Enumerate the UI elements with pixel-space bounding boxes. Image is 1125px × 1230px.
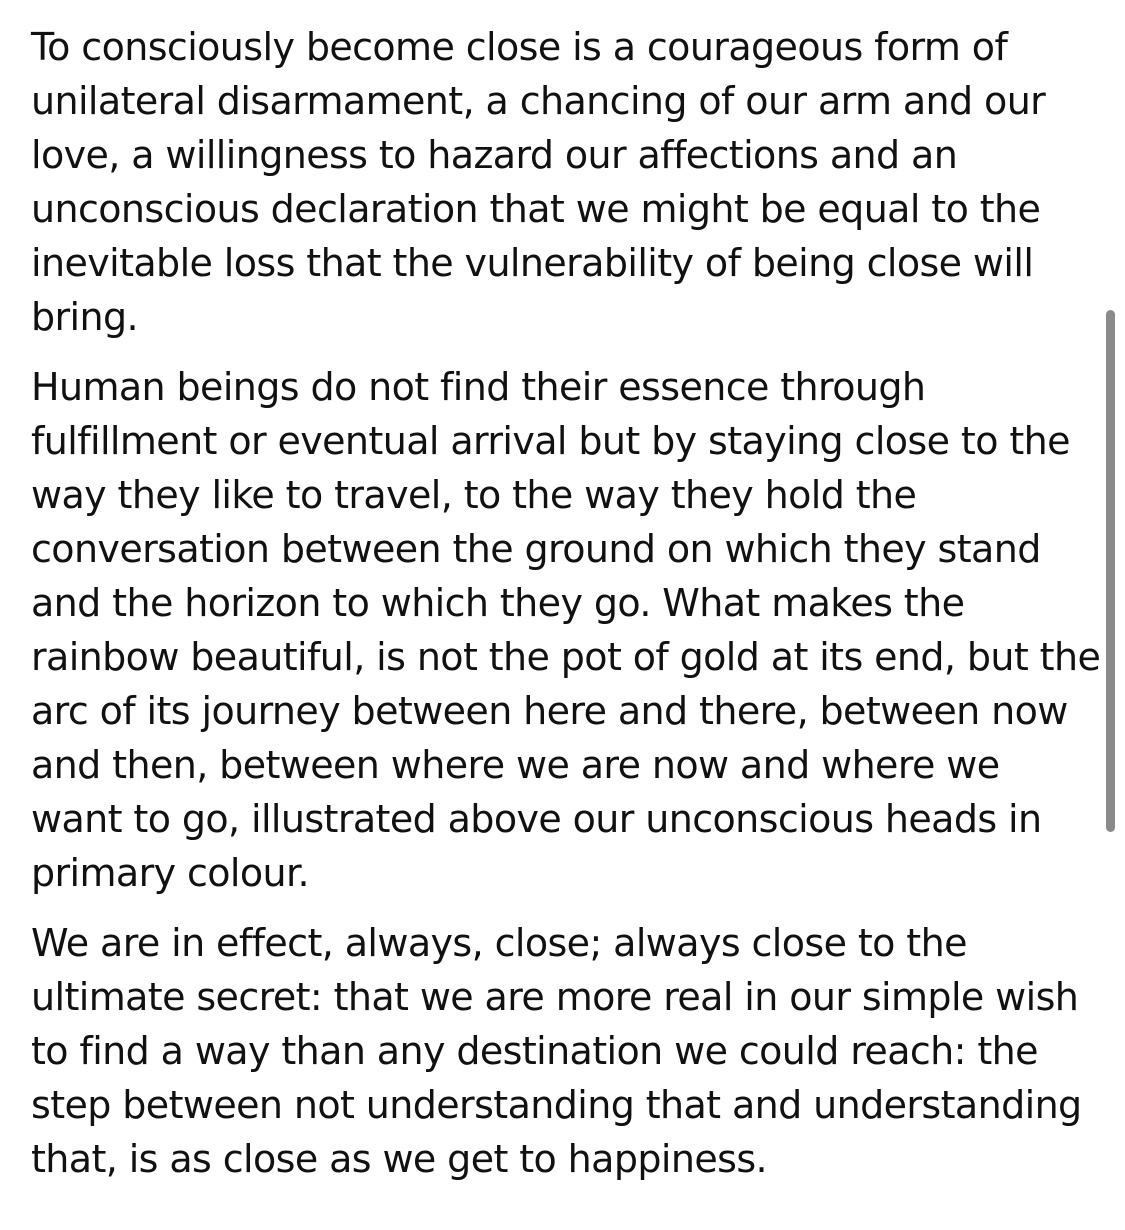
vertical-scrollbar[interactable]: [1106, 310, 1115, 832]
scrollbar-thumb[interactable]: [1106, 310, 1115, 832]
paragraph-1: To consciously become close is a courageous form of unilateral disarmament, a chancing of our arm and our love, a willingness to hazard our affections and an unconscious declaration that we might be equal to the inevitable loss that the vulnerability of being close will bring.: [31, 25, 1046, 339]
paragraph-2: Human beings do not find their essence through fulfillment or eventual arrival but by staying close to the way they like to travel, to the way they hold the conversation between the ground on which they stand and the horizon to which they go. What makes the rainbow beautiful, is not the pot of gold at its end, but the arc of its journey between here and there, between now and then, between where we are now and where we want to go, illustrated above our unconscious heads in primary colour.: [31, 365, 1101, 895]
paragraph-3: We are in effect, always, close; always close to the ultimate secret: that we are more real in our simple wish to find a way than any destination we could reach: the step between not understanding that and understanding that, is as close as we get to happiness.: [31, 921, 1082, 1181]
document-body: [31, 20, 1101, 1186]
